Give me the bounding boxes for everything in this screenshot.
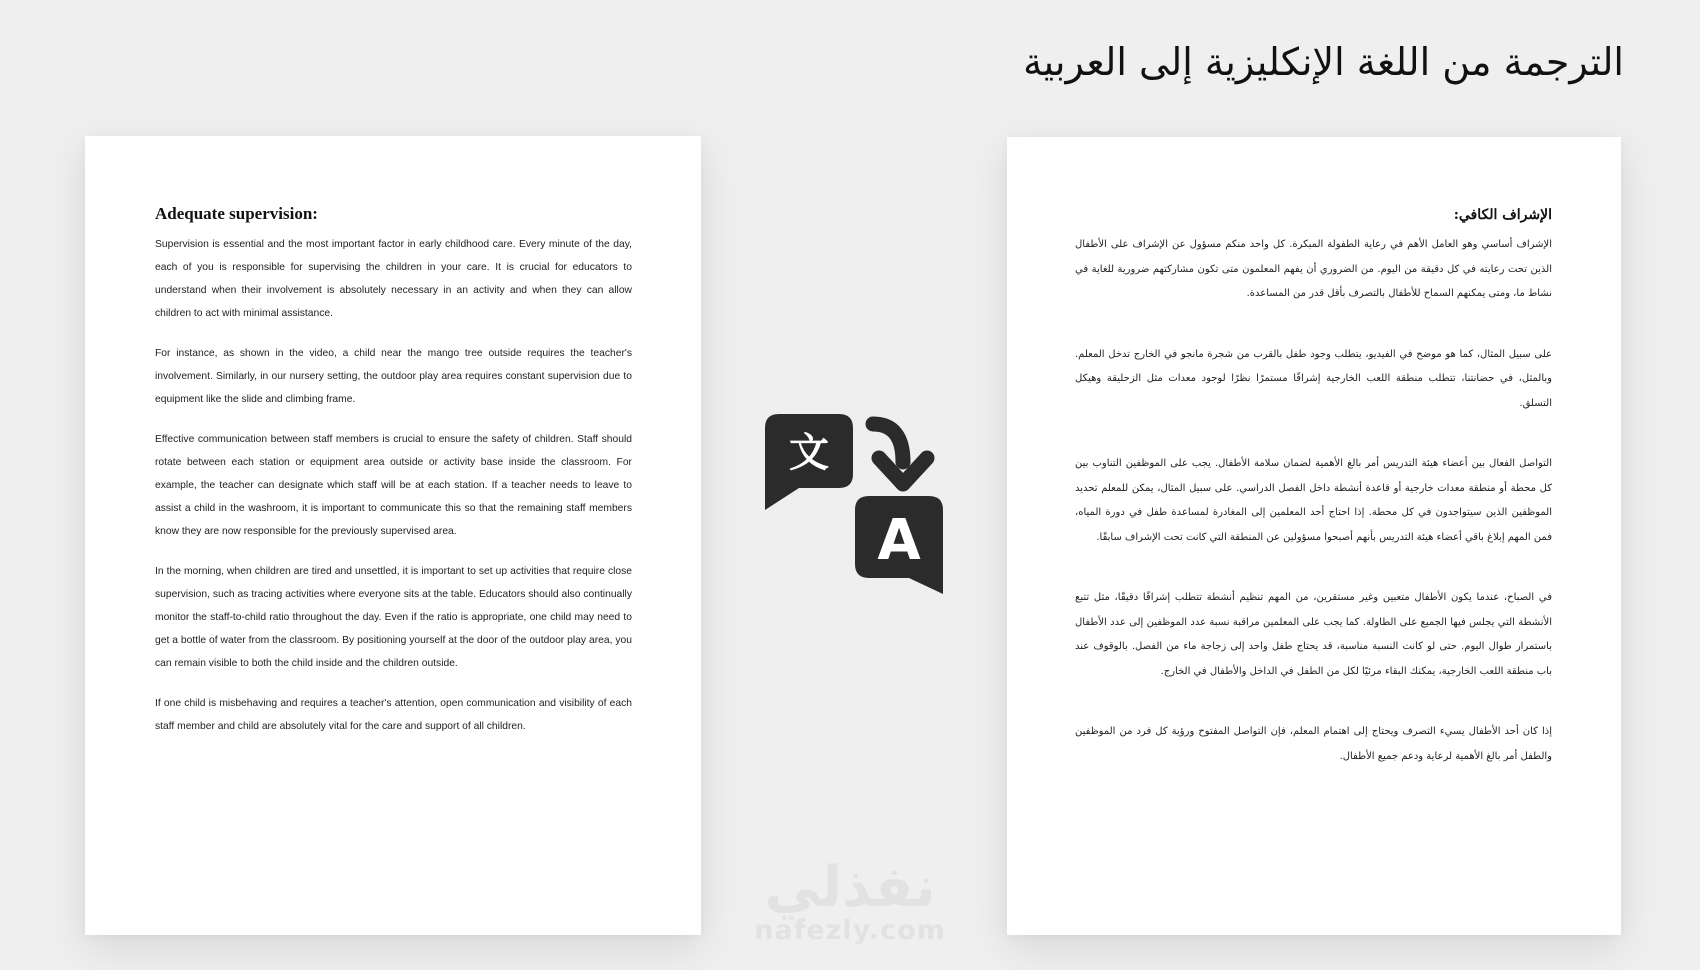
english-paragraph: For instance, as shown in the video, a child near the mango tree outside requires the teacher's involvement. Similarly, in our nursery setting, the outdoor play area requires constant supervision due to equipment like the slide and climbing frame. xyxy=(155,348,632,405)
watermark-logo xyxy=(720,855,980,946)
source-glyph: 文 xyxy=(789,430,829,476)
english-paragraph: If one child is misbehaving and requires a teacher's attention, open communication and visibility of each staff member and child are absolutely vital for the care and support of all children. xyxy=(155,698,632,732)
arabic-document xyxy=(1007,137,1621,935)
arabic-document-content xyxy=(1075,207,1552,805)
english-document-content xyxy=(155,204,632,755)
page-title: الترجمة من اللغة الإنكليزية إلى العربية xyxy=(1023,40,1624,84)
arabic-paragraph: الإشراف أساسي وهو العامل الأهم في رعاية الطفولة المبكرة. كل واحد منكم مسؤول عن الإشراف على الأطفال الذين تحت رعايته في كل دقيقة من اليوم. من الضروري أن يفهم المعلمون متى تكون مشاركتهم ضرورية للغاية في نشاط ما، ومتى يمكنهم السماح للأطفال بالتصرف بأقل قدر من المساعدة. xyxy=(1075,239,1552,299)
target-glyph: A xyxy=(877,508,921,573)
arabic-paragraph: التواصل الفعال بين أعضاء هيئة التدريس أمر بالغ الأهمية لضمان سلامة الأطفال. يجب على الموظفين التناوب بين كل محطة أو منطقة معدات خارجية أو قاعدة أنشطة داخل الفصل الدراسي. على سبيل المثال، يمكن للمعلم تحديد الموظفين الذين سيتواجدون في كل محطة. إذا احتاج أحد المعلمين إلى المغادرة لمساعدة طفل في دورة المياه، فمن المهم إبلاغ باقي أعضاء هيئة التدريس بأنهم أصبحوا مسؤولين عن المنطقة التي كانت تحت الإشراف سابقًا. xyxy=(1075,458,1552,543)
english-document xyxy=(85,136,701,935)
translate-icon xyxy=(765,414,943,594)
watermark-latin-text: nafezly.com xyxy=(754,915,946,946)
arabic-paragraph: إذا كان أحد الأطفال يسيء التصرف ويحتاج إلى اهتمام المعلم، فإن التواصل المفتوح ورؤية كل فرد من الموظفين والطفل أمر بالغ الأهمية لرعاية ودعم جميع الأطفال. xyxy=(1075,726,1552,762)
watermark-arabic-text: نفذلي xyxy=(764,855,936,920)
arabic-paragraph: في الصباح، عندما يكون الأطفال متعبين وغير مستقرين، من المهم تنظيم أنشطة تتطلب إشرافًا دقيقًا، مثل تتبع الأنشطة التي يجلس فيها الجميع على الطاولة. كما يجب على المعلمين مراقبة نسبة عدد الموظفين إلى عدد الأطفال باستمرار طوال اليوم. حتى لو كانت النسبة مناسبة، قد يحتاج طفل واحد إلى زجاجة ماء من الفصل. بالوقوف عند باب منطقة اللعب الخارجية، يمكنك البقاء مرئيًا لكل من الطفل في الداخل والأطفال في الخارج. xyxy=(1075,592,1552,677)
english-paragraph: In the morning, when children are tired and unsettled, it is important to set up activities that require close supervision, such as tracing activities where everyone sits at the table. Educators should also continually monitor the staff-to-child ratio throughout the day. Even if the ratio is appropriate, one child may need to get a bottle of water from the classroom. By positioning yourself at the door of the outdoor play area, you can remain visible to both the child inside and the children outside. xyxy=(155,566,632,669)
arabic-heading: الإشراف الكافي: xyxy=(1453,207,1552,223)
english-heading: Adequate supervision: xyxy=(155,204,318,223)
arabic-paragraph: على سبيل المثال، كما هو موضح في الفيديو، يتطلب وجود طفل بالقرب من شجرة مانجو في الخارج تدخل المعلم. وبالمثل، في حضانتنا، تتطلب منطقة اللعب الخارجية إشرافًا مستمرًا نظرًا لوجود معدات مثل الزحليقة وهيكل التسلق. xyxy=(1075,348,1552,409)
english-paragraph: Supervision is essential and the most important factor in early childhood care. Every minute of the day, each of you is responsible for supervising the children in your care. It is crucial for educators to understand when their involvement is absolutely necessary in an activity and when they can allow children to act with minimal assistance. xyxy=(155,239,632,319)
english-paragraph: Effective communication between staff members is crucial to ensure the safety of children. Staff should rotate between each station or equipment area outside or activity base inside the classroom. For example, the teacher can designate which staff will be at each station. If a teacher needs to leave to assist a child in the washroom, it is important to communicate this so that the remaining staff members know they are now responsible for the previously supervised area. xyxy=(155,434,632,537)
